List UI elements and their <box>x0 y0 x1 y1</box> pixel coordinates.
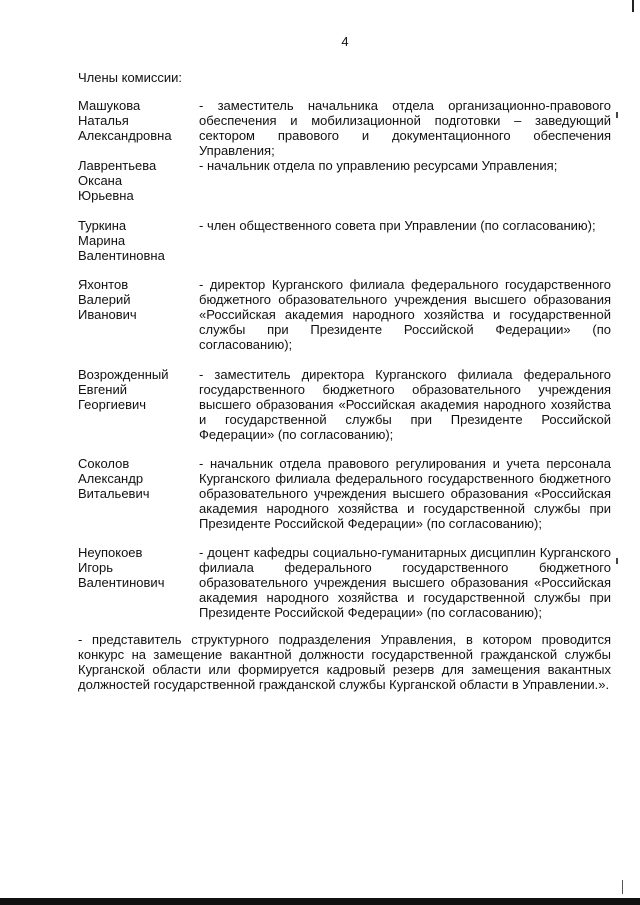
member-role: - начальник отдела правового регулирования и учета персонала Курганского филиала федерального государственного бюджетного образовательного учреждения высшего образования «Российская академия народного хозяйства и государственной службы при Президенте Российской Федерации» (по согласованию); <box>199 456 611 531</box>
scan-edge-mark <box>622 880 623 894</box>
member-patronymic: Витальевич <box>78 486 150 501</box>
member-role: - доцент кафедры социально-гуманитарных дисциплин Курганского филиала федерального государственного бюджетного образовательного учреждения высшего образования «Российская академия народного хозяйства и государственной службы при Президенте Российской Федерации» (по согласованию); <box>199 545 611 620</box>
member-surname: Яхонтов <box>78 277 129 292</box>
commission-members-heading: Члены комиссии: <box>78 70 183 85</box>
member-first-name: Александр <box>78 471 144 486</box>
member-surname: Туркина <box>78 218 127 233</box>
page-number: 4 <box>341 34 349 49</box>
member-name <box>78 277 193 322</box>
member-surname: Лаврентьева <box>78 158 157 173</box>
scan-edge-mark <box>616 112 618 118</box>
scan-edge-mark <box>616 558 618 564</box>
member-patronymic: Валентиновна <box>78 248 165 263</box>
member-patronymic: Юрьевна <box>78 188 134 203</box>
member-first-name: Наталья <box>78 113 129 128</box>
scan-bottom-edge <box>0 898 640 905</box>
member-first-name: Марина <box>78 233 126 248</box>
member-surname: Неупокоев <box>78 545 143 560</box>
closing-paragraph: - представитель структурного подразделения Управления, в котором проводится конкурс на замещение вакантной должности государственной гражданской службы Курганской области или формируется кадровый резерв для замещения вакантных должностей государственной гражданской службы Курганской области в Управлении.». <box>78 632 611 692</box>
member-name <box>78 456 193 501</box>
member-name <box>78 158 193 203</box>
member-first-name: Игорь <box>78 560 114 575</box>
member-role: - заместитель директора Курганского филиала федерального государственного бюджетного образовательного учреждения высшего образования «Российская академия народного хозяйства и государственной службы при Президенте Российской Федерации» (по согласованию); <box>199 367 611 442</box>
member-role: - заместитель начальника отдела организационно-правового обеспечения и мобилизационной подготовки – заведующий сектором правового и документационного обеспечения Управления; <box>199 98 611 158</box>
member-first-name: Евгений <box>78 382 127 397</box>
member-patronymic: Георгиевич <box>78 397 147 412</box>
member-patronymic: Иванович <box>78 307 137 322</box>
member-name <box>78 545 193 590</box>
member-name <box>78 367 193 412</box>
scan-edge-mark <box>632 0 634 12</box>
member-first-name: Оксана <box>78 173 123 188</box>
member-surname: Машукова <box>78 98 141 113</box>
member-role: - член общественного совета при Управлении (по согласованию); <box>199 218 596 233</box>
member-patronymic: Валентинович <box>78 575 165 590</box>
member-name <box>78 218 193 263</box>
member-name <box>78 98 193 143</box>
member-surname: Соколов <box>78 456 130 471</box>
member-first-name: Валерий <box>78 292 131 307</box>
member-role: - начальник отдела по управлению ресурсами Управления; <box>199 158 558 173</box>
member-surname: Возрожденный <box>78 367 169 382</box>
member-patronymic: Александровна <box>78 128 172 143</box>
member-role: - директор Курганского филиала федерального государственного бюджетного образовательного учреждения высшего образования «Российская академия народного хозяйства и государственной службы при Президенте Российской Федерации» (по согласованию); <box>199 277 611 352</box>
